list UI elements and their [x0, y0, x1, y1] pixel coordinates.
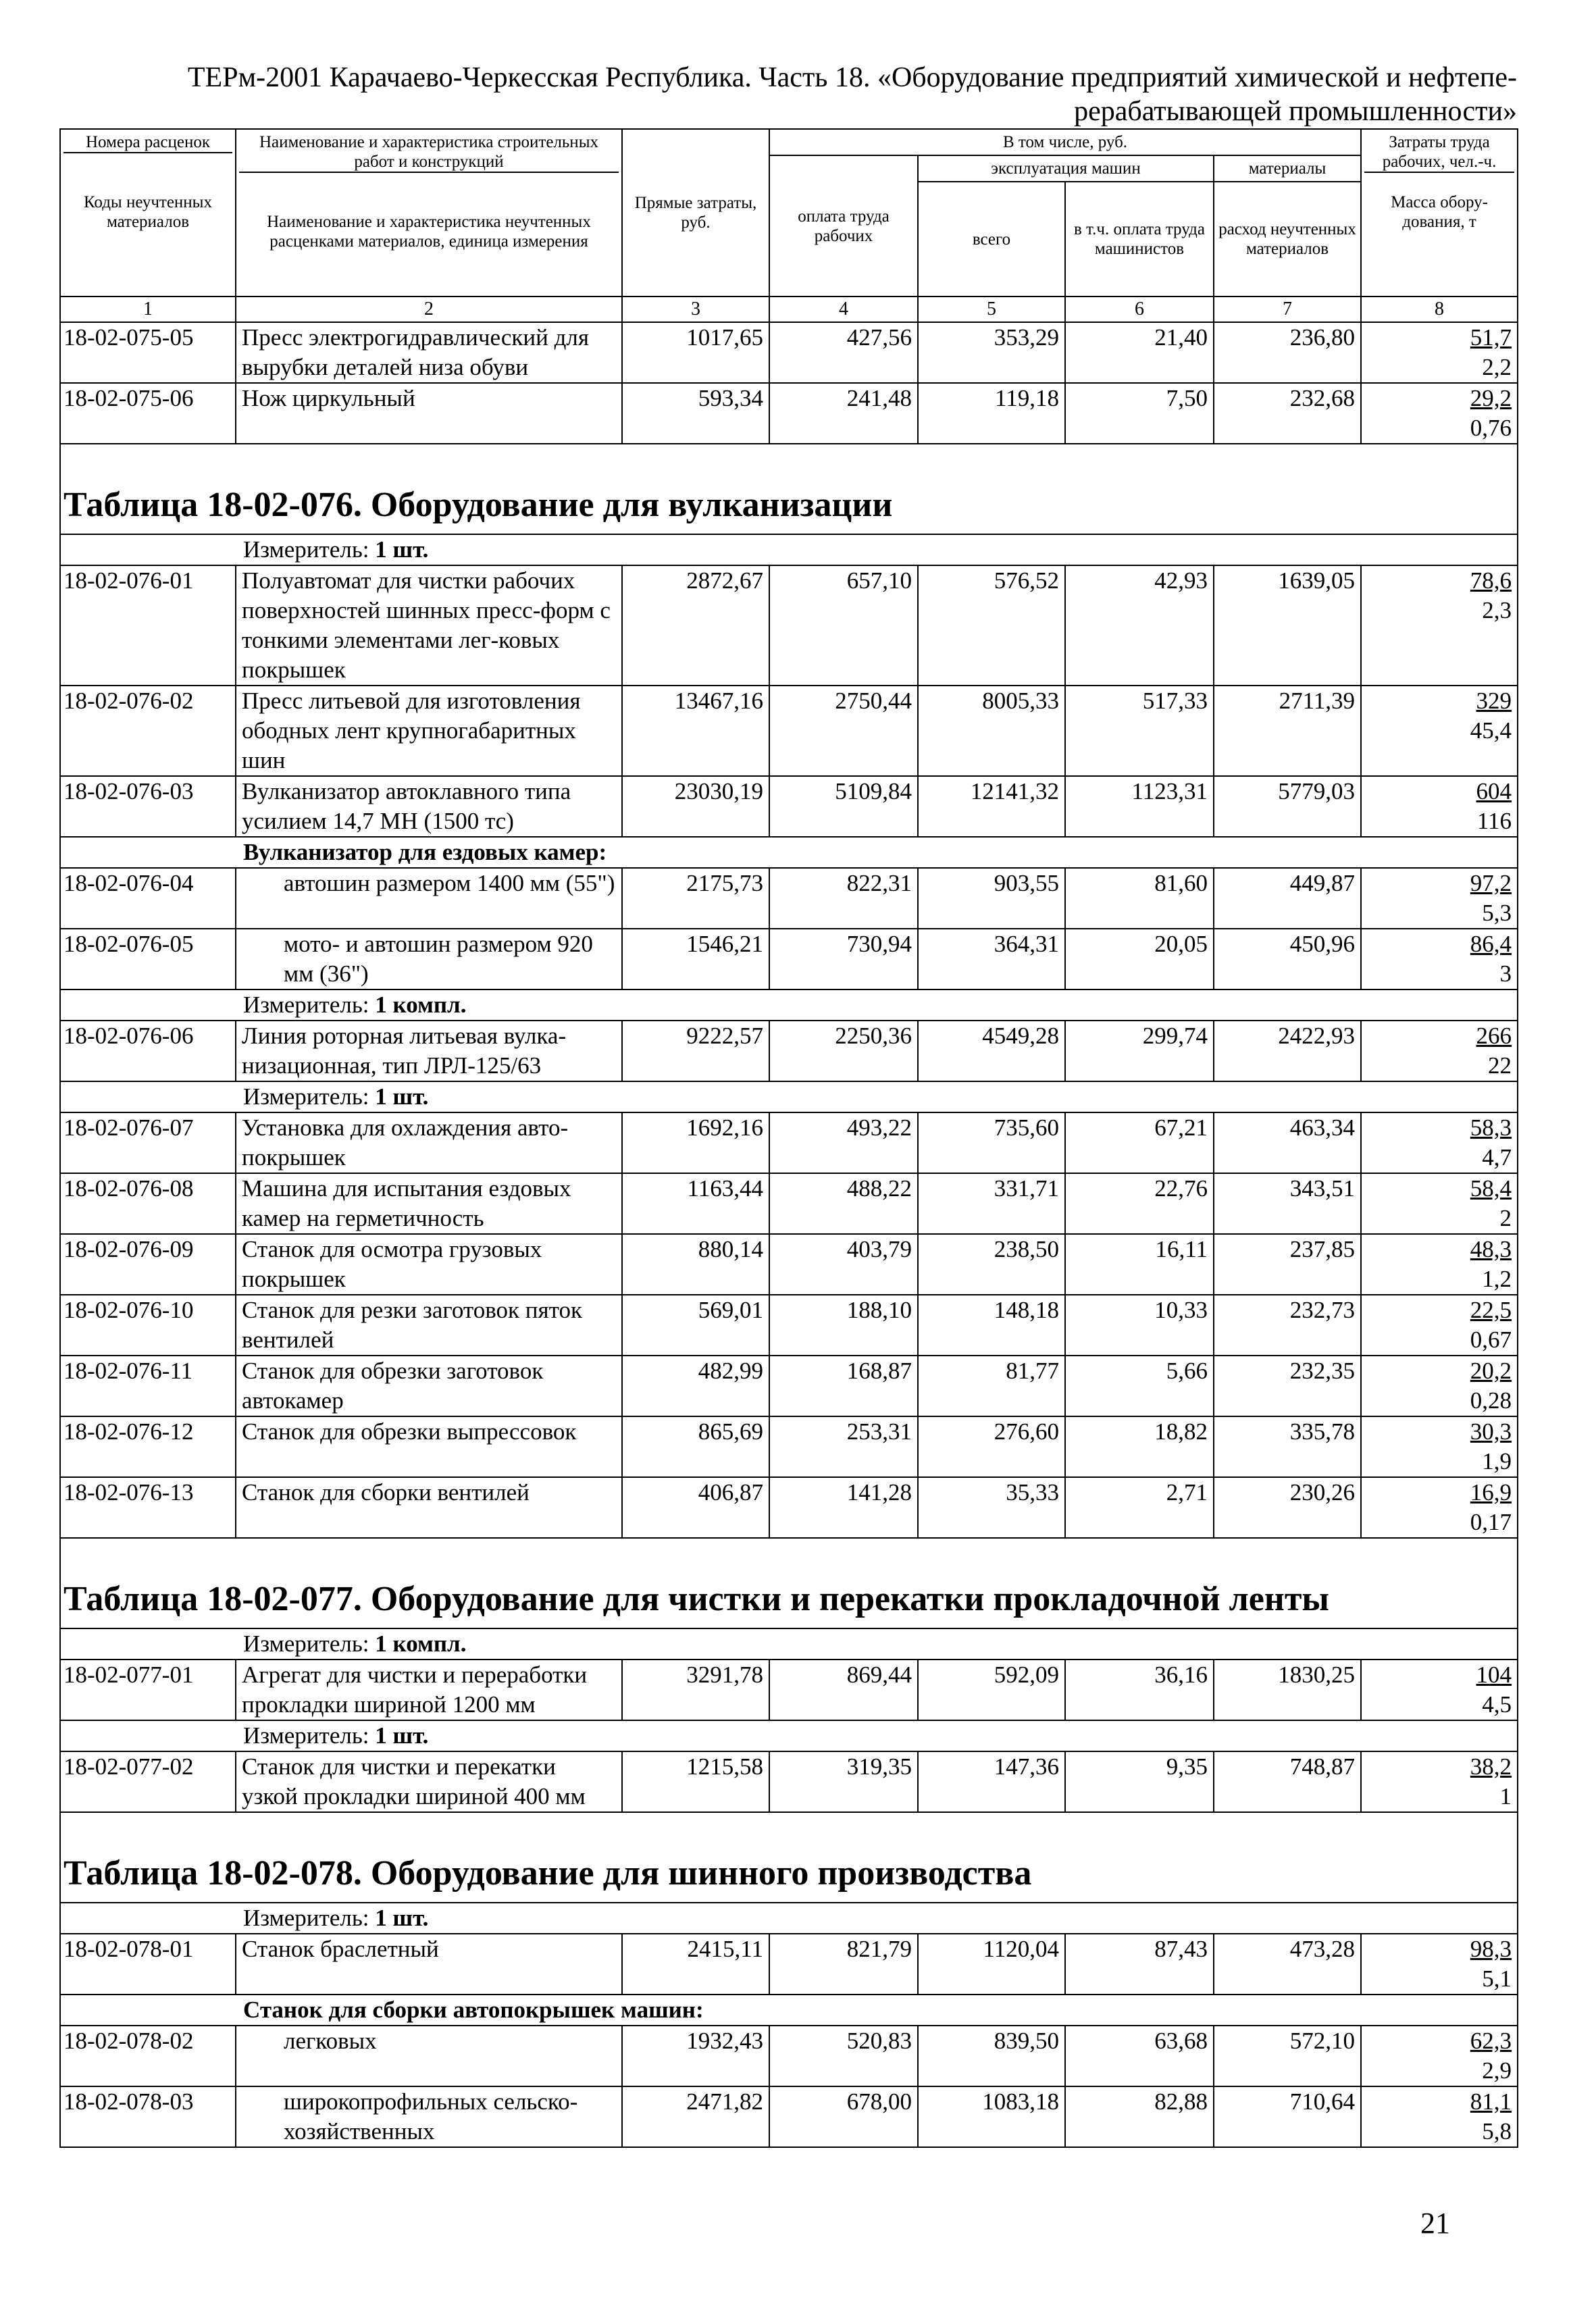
group-heading: Вулканизатор для ездовых камер: [60, 837, 1518, 868]
labor-cost: 266 [1476, 1023, 1512, 1049]
rate-c5: 81,77 [918, 1356, 1065, 1416]
rate-code: 18-02-076-04 [60, 868, 236, 929]
rate-code: 18-02-075-06 [60, 383, 236, 444]
rate-c5: 353,29 [918, 322, 1065, 383]
header-line-2: рерабатывающей промышленности» [1074, 96, 1517, 127]
table-row [60, 1234, 1518, 1295]
table-row [60, 686, 1518, 776]
head-exp: эксплуатация машин [918, 155, 1214, 182]
rate-c3: 23030,19 [622, 776, 769, 837]
equipment-mass: 1,9 [1482, 1448, 1512, 1474]
rate-c7: 572,10 [1214, 2026, 1361, 2086]
rate-name: автошин размером 1400 мм (55") [236, 868, 622, 929]
table-row [60, 1356, 1518, 1416]
rate-c3: 2471,82 [622, 2086, 769, 2147]
measure-unit [60, 1720, 1518, 1751]
rate-labor-mass [1361, 1173, 1518, 1234]
table-row [60, 1416, 1518, 1477]
section-title-row [60, 1812, 1518, 1903]
head-col-1: Номера расценок Коды неучтенных материалов [60, 129, 236, 297]
equipment-mass: 2 [1499, 1205, 1512, 1231]
rate-c5: 119,18 [918, 383, 1065, 444]
rate-c4: 493,22 [769, 1112, 918, 1173]
rate-labor-mass [1361, 1660, 1518, 1720]
equipment-mass: 3 [1499, 960, 1512, 987]
rate-c5: 1120,04 [918, 1934, 1065, 1995]
colnum-3: 3 [622, 297, 769, 322]
rate-c3: 1932,43 [622, 2026, 769, 2086]
rate-c4: 821,79 [769, 1934, 918, 1995]
labor-cost: 97,2 [1470, 870, 1512, 896]
measure-value: 1 компл. [375, 1630, 467, 1657]
rate-c5: 4549,28 [918, 1021, 1065, 1081]
measure-label: Измеритель: [243, 1083, 369, 1110]
rate-code: 18-02-076-07 [60, 1112, 236, 1173]
labor-cost: 98,3 [1470, 1936, 1512, 1962]
measure-row [60, 1081, 1518, 1112]
rate-labor-mass [1361, 565, 1518, 686]
colnum-1: 1 [60, 297, 236, 322]
equipment-mass: 2,3 [1482, 597, 1512, 623]
rate-c6: 81,60 [1065, 868, 1214, 929]
rate-code: 18-02-076-12 [60, 1416, 236, 1477]
labor-cost: 62,3 [1470, 2028, 1512, 2054]
group-heading: Станок для сборки автопокрышек машин: [60, 1995, 1518, 2026]
group-row [60, 1995, 1518, 2026]
rate-c4: 403,79 [769, 1234, 918, 1295]
rate-c3: 569,01 [622, 1295, 769, 1356]
rate-c4: 730,94 [769, 929, 918, 989]
rate-c5: 147,36 [918, 1751, 1065, 1812]
header-line-1: ТЕРм-2001 Карачаево-Черкесская Республика. Часть 18. «Оборудование предприятий химической и нефтепе- [187, 62, 1517, 93]
rate-c4: 2750,44 [769, 686, 918, 776]
rate-c4: 869,44 [769, 1660, 918, 1720]
rate-labor-mass [1361, 1021, 1518, 1081]
rate-c3: 13467,16 [622, 686, 769, 776]
rate-code: 18-02-076-03 [60, 776, 236, 837]
measure-unit [60, 1081, 1518, 1112]
labor-cost: 22,5 [1470, 1297, 1512, 1323]
labor-cost: 329 [1476, 688, 1512, 714]
labor-cost: 104 [1476, 1662, 1512, 1688]
rate-c3: 880,14 [622, 1234, 769, 1295]
rate-c4: 5109,84 [769, 776, 918, 837]
rate-code: 18-02-076-09 [60, 1234, 236, 1295]
rate-c4: 188,10 [769, 1295, 918, 1356]
equipment-mass: 1,2 [1482, 1266, 1512, 1292]
equipment-mass: 5,3 [1482, 900, 1512, 926]
rate-c7: 2422,93 [1214, 1021, 1361, 1081]
rate-c3: 1692,16 [622, 1112, 769, 1173]
measure-label: Измеритель: [243, 1722, 369, 1749]
rate-c3: 865,69 [622, 1416, 769, 1477]
rate-c7: 748,87 [1214, 1751, 1361, 1812]
equipment-mass: 2,2 [1482, 354, 1512, 380]
rate-c4: 822,31 [769, 868, 918, 929]
rate-c6: 22,76 [1065, 1173, 1214, 1234]
rate-code: 18-02-078-02 [60, 2026, 236, 2086]
rate-c6: 299,74 [1065, 1021, 1214, 1081]
rate-code: 18-02-076-10 [60, 1295, 236, 1356]
rate-c5: 364,31 [918, 929, 1065, 989]
column-numbers-row [60, 297, 1518, 322]
rate-labor-mass [1361, 1934, 1518, 1995]
rate-c6: 21,40 [1065, 322, 1214, 383]
rate-name: Агрегат для чистки и переработки прокладки шириной 1200 мм [236, 1660, 622, 1720]
table-row [60, 929, 1518, 989]
measure-value: 1 шт. [375, 536, 429, 563]
rate-name: Станок для чистки и перекатки узкой прокладки шириной 400 мм [236, 1751, 622, 1812]
rate-c6: 16,11 [1065, 1234, 1214, 1295]
rate-name: Станок для обрезки заготовок автокамер [236, 1356, 622, 1416]
rate-c6: 10,33 [1065, 1295, 1214, 1356]
rate-c6: 36,16 [1065, 1660, 1214, 1720]
table-row [60, 1477, 1518, 1538]
equipment-mass: 45,4 [1470, 717, 1512, 744]
rate-code: 18-02-076-05 [60, 929, 236, 989]
equipment-mass: 4,7 [1482, 1144, 1512, 1171]
rate-c6: 42,93 [1065, 565, 1214, 686]
colnum-6: 6 [1065, 297, 1214, 322]
colnum-4: 4 [769, 297, 918, 322]
rate-labor-mass [1361, 322, 1518, 383]
head-incl: В том числе, руб. [769, 129, 1361, 155]
head-col-7: расход неучтенных материалов [1214, 182, 1361, 297]
head-col-4: оплата труда рабочих [769, 155, 918, 297]
rate-name: Станок для сборки вентилей [236, 1477, 622, 1538]
rate-code: 18-02-076-02 [60, 686, 236, 776]
table-row [60, 322, 1518, 383]
labor-cost: 604 [1476, 778, 1512, 804]
rate-name: Вулканизатор автоклавного типа усилием 14,7 МН (1500 тс) [236, 776, 622, 837]
rate-c3: 593,34 [622, 383, 769, 444]
rate-c3: 2872,67 [622, 565, 769, 686]
measure-value: 1 шт. [375, 1905, 429, 1931]
rate-c7: 463,34 [1214, 1112, 1361, 1173]
labor-cost: 58,3 [1470, 1114, 1512, 1141]
rate-c7: 710,64 [1214, 2086, 1361, 2147]
rate-labor-mass [1361, 2026, 1518, 2086]
table-row [60, 1660, 1518, 1720]
rates-table [59, 128, 1518, 2148]
section-title: Таблица 18-02-076. Оборудование для вулканизации [60, 444, 1518, 534]
rate-c4: 678,00 [769, 2086, 918, 2147]
rate-c6: 517,33 [1065, 686, 1214, 776]
rate-code: 18-02-078-03 [60, 2086, 236, 2147]
rate-c5: 148,18 [918, 1295, 1065, 1356]
page-number: 21 [1420, 2207, 1450, 2240]
rate-c7: 335,78 [1214, 1416, 1361, 1477]
rate-c6: 1123,31 [1065, 776, 1214, 837]
colnum-2: 2 [236, 297, 622, 322]
rate-c4: 319,35 [769, 1751, 918, 1812]
rate-c4: 168,87 [769, 1356, 918, 1416]
measure-row [60, 534, 1518, 565]
rate-c5: 276,60 [918, 1416, 1065, 1477]
rate-c3: 1017,65 [622, 322, 769, 383]
measure-unit [60, 534, 1518, 565]
measure-unit [60, 989, 1518, 1021]
rate-c3: 1215,58 [622, 1751, 769, 1812]
head-col-5: всего [918, 182, 1065, 297]
table-row [60, 776, 1518, 837]
rate-c5: 903,55 [918, 868, 1065, 929]
head-col-8: Затраты труда рабочих, чел.-ч. Масса обору-дования, т [1361, 129, 1518, 297]
rate-c7: 237,85 [1214, 1234, 1361, 1295]
rate-c3: 406,87 [622, 1477, 769, 1538]
equipment-mass: 5,8 [1482, 2118, 1512, 2144]
table-row [60, 1751, 1518, 1812]
measure-label: Измеритель: [243, 1905, 369, 1931]
measure-row [60, 1903, 1518, 1934]
rate-c7: 230,26 [1214, 1477, 1361, 1538]
head-col-6: в т.ч. оплата труда машинистов [1065, 182, 1214, 297]
rate-c4: 241,48 [769, 383, 918, 444]
rate-code: 18-02-078-01 [60, 1934, 236, 1995]
section-title: Таблица 18-02-078. Оборудование для шинного производства [60, 1812, 1518, 1903]
section-title: Таблица 18-02-077. Оборудование для чистки и перекатки прокладочной ленты [60, 1538, 1518, 1628]
labor-cost: 78,6 [1470, 567, 1512, 594]
colnum-5: 5 [918, 297, 1065, 322]
labor-cost: 51,7 [1470, 324, 1512, 351]
rate-code: 18-02-075-05 [60, 322, 236, 383]
rate-name: Станок для резки заготовок пяток вентилей [236, 1295, 622, 1356]
rate-name: Машина для испытания ездовых камер на герметичность [236, 1173, 622, 1234]
rate-labor-mass [1361, 868, 1518, 929]
rate-labor-mass [1361, 1112, 1518, 1173]
rate-c3: 2175,73 [622, 868, 769, 929]
rate-c3: 2415,11 [622, 1934, 769, 1995]
rate-c5: 238,50 [918, 1234, 1065, 1295]
rate-name: Линия роторная литьевая вулка-низационная, тип ЛРЛ-125/63 [236, 1021, 622, 1081]
rate-labor-mass [1361, 1477, 1518, 1538]
equipment-mass: 0,28 [1470, 1387, 1512, 1414]
table-row [60, 1934, 1518, 1995]
rate-code: 18-02-076-13 [60, 1477, 236, 1538]
rate-c4: 141,28 [769, 1477, 918, 1538]
rate-labor-mass [1361, 1356, 1518, 1416]
section-title-row [60, 444, 1518, 534]
rate-c3: 9222,57 [622, 1021, 769, 1081]
table-row [60, 565, 1518, 686]
labor-cost: 20,2 [1470, 1358, 1512, 1384]
labor-cost: 81,1 [1470, 2088, 1512, 2115]
rate-labor-mass [1361, 1751, 1518, 1812]
measure-unit [60, 1903, 1518, 1934]
table-row [60, 1295, 1518, 1356]
rate-c6: 18,82 [1065, 1416, 1214, 1477]
head-col-3: Прямые затраты, руб. [622, 129, 769, 297]
rate-code: 18-02-076-01 [60, 565, 236, 686]
rate-c4: 427,56 [769, 322, 918, 383]
rate-labor-mass [1361, 1234, 1518, 1295]
rate-c5: 1083,18 [918, 2086, 1065, 2147]
measure-label: Измеритель: [243, 536, 369, 563]
table-row [60, 2026, 1518, 2086]
measure-label: Измеритель: [243, 992, 369, 1018]
table-row [60, 1021, 1518, 1081]
rate-c3: 482,99 [622, 1356, 769, 1416]
rate-code: 18-02-076-08 [60, 1173, 236, 1234]
rate-c3: 1163,44 [622, 1173, 769, 1234]
rate-c7: 236,80 [1214, 322, 1361, 383]
rate-code: 18-02-076-06 [60, 1021, 236, 1081]
document-page [59, 61, 1517, 2148]
measure-value: 1 шт. [375, 1722, 429, 1749]
equipment-mass: 22 [1488, 1052, 1512, 1079]
rate-c5: 735,60 [918, 1112, 1065, 1173]
section-title-row [60, 1538, 1518, 1628]
rate-c7: 473,28 [1214, 1934, 1361, 1995]
rate-name: мото- и автошин размером 920 мм (36") [236, 929, 622, 989]
measure-value: 1 компл. [375, 992, 467, 1018]
rate-c6: 63,68 [1065, 2026, 1214, 2086]
rate-code: 18-02-077-02 [60, 1751, 236, 1812]
rate-c4: 657,10 [769, 565, 918, 686]
rate-name: широкопрофильных сельско-хозяйственных [236, 2086, 622, 2147]
rate-c5: 839,50 [918, 2026, 1065, 2086]
measure-label: Измеритель: [243, 1630, 369, 1657]
labor-cost: 86,4 [1470, 931, 1512, 957]
equipment-mass: 1 [1499, 1783, 1512, 1809]
rate-c7: 232,35 [1214, 1356, 1361, 1416]
colnum-7: 7 [1214, 297, 1361, 322]
rate-name: Станок браслетный [236, 1934, 622, 1995]
rate-c3: 1546,21 [622, 929, 769, 989]
equipment-mass: 0,67 [1470, 1327, 1512, 1353]
rate-c7: 2711,39 [1214, 686, 1361, 776]
rate-c6: 7,50 [1065, 383, 1214, 444]
rate-name: Установка для охлаждения авто-покрышек [236, 1112, 622, 1173]
rate-labor-mass [1361, 686, 1518, 776]
rate-labor-mass [1361, 1295, 1518, 1356]
rate-c6: 82,88 [1065, 2086, 1214, 2147]
rate-c7: 232,68 [1214, 383, 1361, 444]
rate-c6: 87,43 [1065, 1934, 1214, 1995]
measure-value: 1 шт. [375, 1083, 429, 1110]
group-row [60, 837, 1518, 868]
table-row [60, 868, 1518, 929]
table-row [60, 383, 1518, 444]
measure-row [60, 989, 1518, 1021]
rate-name: легковых [236, 2026, 622, 2086]
table-row [60, 2086, 1518, 2147]
rate-c6: 2,71 [1065, 1477, 1214, 1538]
rate-c6: 67,21 [1065, 1112, 1214, 1173]
equipment-mass: 0,17 [1470, 1509, 1512, 1535]
rate-name: Нож циркульный [236, 383, 622, 444]
rate-c5: 35,33 [918, 1477, 1065, 1538]
labor-cost: 30,3 [1470, 1418, 1512, 1445]
rate-labor-mass [1361, 383, 1518, 444]
rate-c4: 488,22 [769, 1173, 918, 1234]
rate-c5: 8005,33 [918, 686, 1065, 776]
rate-c5: 576,52 [918, 565, 1065, 686]
rate-c7: 5779,03 [1214, 776, 1361, 837]
rate-c7: 450,96 [1214, 929, 1361, 989]
rate-c4: 2250,36 [769, 1021, 918, 1081]
table-head-row-1 [60, 129, 1518, 155]
running-header [59, 61, 1517, 128]
rate-labor-mass [1361, 1416, 1518, 1477]
rate-c5: 331,71 [918, 1173, 1065, 1234]
rate-name: Станок для осмотра грузовых покрышек [236, 1234, 622, 1295]
head-col-2: Наименование и характеристика строительных работ и конструкций Наименование и характеристика неучтенных расценками материалов, единица измерения [236, 129, 622, 297]
rate-name: Полуавтомат для чистки рабочих поверхностей шинных пресс-форм с тонкими элементами лег-ковых покрышек [236, 565, 622, 686]
rate-code: 18-02-076-11 [60, 1356, 236, 1416]
rate-c7: 449,87 [1214, 868, 1361, 929]
rate-labor-mass [1361, 2086, 1518, 2147]
rate-labor-mass [1361, 776, 1518, 837]
measure-unit [60, 1628, 1518, 1660]
rate-name: Пресс электрогидравлический для вырубки деталей низа обуви [236, 322, 622, 383]
equipment-mass: 116 [1476, 808, 1512, 834]
rate-c7: 343,51 [1214, 1173, 1361, 1234]
table-row [60, 1112, 1518, 1173]
rate-c6: 9,35 [1065, 1751, 1214, 1812]
head-mat: материалы [1214, 155, 1361, 182]
rate-c6: 5,66 [1065, 1356, 1214, 1416]
rate-name: Станок для обрезки выпрессовок [236, 1416, 622, 1477]
rate-code: 18-02-077-01 [60, 1660, 236, 1720]
equipment-mass: 2,9 [1482, 2057, 1512, 2084]
rate-c7: 1639,05 [1214, 565, 1361, 686]
labor-cost: 38,2 [1470, 1753, 1512, 1780]
measure-row [60, 1720, 1518, 1751]
rate-c6: 20,05 [1065, 929, 1214, 989]
table-row [60, 1173, 1518, 1234]
equipment-mass: 4,5 [1482, 1691, 1512, 1718]
labor-cost: 58,4 [1470, 1175, 1512, 1202]
labor-cost: 48,3 [1470, 1236, 1512, 1262]
colnum-8: 8 [1361, 297, 1518, 322]
equipment-mass: 0,76 [1470, 415, 1512, 441]
labor-cost: 16,9 [1470, 1479, 1512, 1506]
rate-c7: 1830,25 [1214, 1660, 1361, 1720]
rate-name: Пресс литьевой для изготовления ободных лент крупногабаритных шин [236, 686, 622, 776]
equipment-mass: 5,1 [1482, 1965, 1512, 1992]
rate-c4: 520,83 [769, 2026, 918, 2086]
labor-cost: 29,2 [1470, 385, 1512, 411]
rate-c3: 3291,78 [622, 1660, 769, 1720]
rate-labor-mass [1361, 929, 1518, 989]
rate-c5: 12141,32 [918, 776, 1065, 837]
rate-c5: 592,09 [918, 1660, 1065, 1720]
rate-c7: 232,73 [1214, 1295, 1361, 1356]
measure-row [60, 1628, 1518, 1660]
rate-c4: 253,31 [769, 1416, 918, 1477]
